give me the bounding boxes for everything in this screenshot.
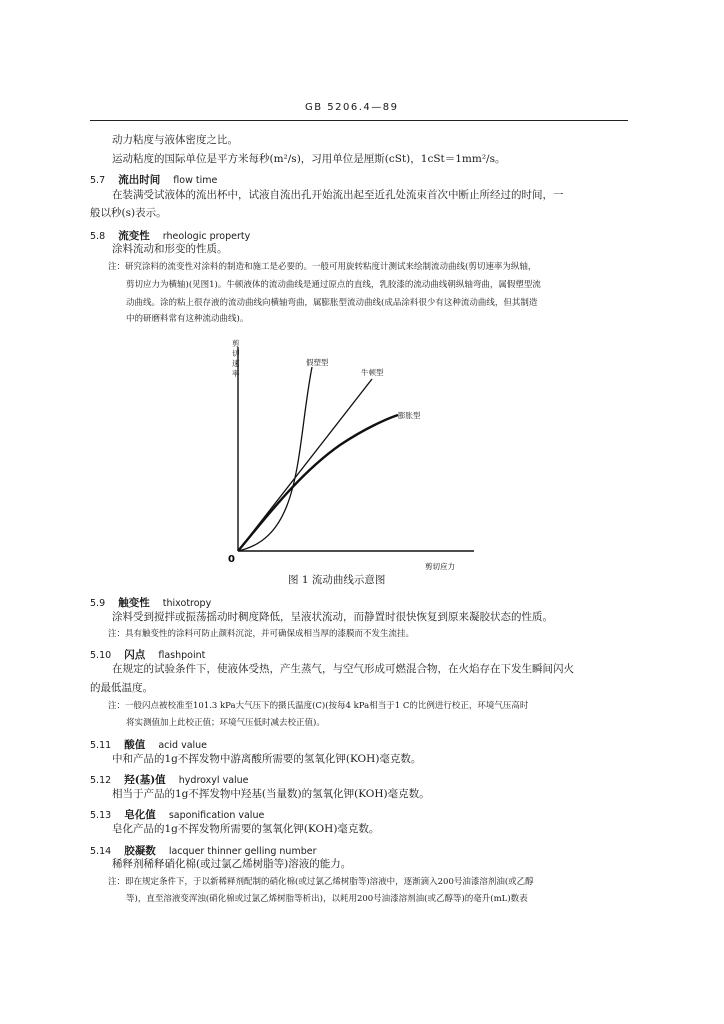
- text-line: 皂化产品的1g不挥发物所需要的氢氧化钾(KOH)毫克数。: [112, 823, 380, 835]
- curve-label-newtonian: 牛顿型: [361, 368, 384, 377]
- text-line: 般以秒(s)表示。: [90, 207, 167, 219]
- section-number: 5.8: [90, 231, 106, 242]
- section-term-en: acid value: [158, 740, 208, 751]
- note-line: 剪切应力为横轴)(见图1)。牛顿液体的流动曲线是通过原点的直线，乳胶漆的流动曲线朝纵轴弯曲，属假塑型流: [126, 280, 541, 290]
- section-number: 5.7: [90, 175, 106, 186]
- y-axis-label-char: 速: [232, 359, 240, 368]
- section-term-en: flashpoint: [158, 650, 206, 661]
- section-term-en: rheologic property: [162, 231, 251, 242]
- text-line: 在规定的试验条件下，使液体受热，产生蒸气，与空气形成可燃混合物，在火焰存在下发生瞬间闪火: [112, 663, 574, 675]
- x-axis-label: 剪切应力: [425, 562, 455, 571]
- y-axis-label-char: 剪: [232, 339, 240, 348]
- note-line: 动曲线。涂的粘上很存液的流动曲线向横轴弯曲，属膨胀型流动曲线(成品涂料很少有这种流动曲线，但其制造: [126, 298, 538, 308]
- header-rule: [90, 120, 628, 121]
- section-term: 流变性: [118, 230, 150, 242]
- section-heading: [90, 803, 264, 822]
- note-line: 等)，直至溶液变浑浊(硝化棉或过氯乙烯树脂等析出)，以耗用200号油漆溶剂油(或乙醇等)的毫升(mL)数表: [126, 894, 528, 904]
- y-axis-label-char: 切: [232, 349, 240, 358]
- note-line: 注：具有触变性的涂料可防止颜料沉淀，并可确保成相当厚的漆膜而不发生流挂。: [108, 629, 415, 639]
- section-term-en: lacquer thinner gelling number: [168, 846, 317, 857]
- flow-curve-figure: [228, 335, 488, 575]
- section-heading: [90, 643, 205, 662]
- text-line: 在装满受试液体的流出杯中，试液自流出孔开始流出起至近孔处流束首次中断止所经过的时间，一: [112, 189, 564, 201]
- pseudoplastic-curve: [238, 367, 312, 551]
- note-line: 注：即在规定条件下，于以新稀释剂配制的硝化棉(或过氯乙烯树脂等)溶液中，逐渐滴入200号油漆溶剂油(或乙醇: [108, 877, 534, 887]
- note-line: 注：一般闪点被校准至101.3 kPa大气压下的摄氏温度(C)(按每4 kPa相当于1 C的比例进行校正，环境气压高时: [108, 701, 529, 711]
- note-line: 注：研究涂料的流变性对涂料的制造和施工是必要的。一般可用旋转粘度计测试来绘制流动曲线(剪切速率为纵轴，: [108, 262, 537, 272]
- section-term: 皂化值: [124, 809, 156, 821]
- section-term: 闪点: [124, 649, 146, 661]
- y-axis-label-char: 率: [232, 369, 240, 378]
- section-term: 流出时间: [118, 174, 161, 186]
- section-term: 胶凝数: [124, 845, 156, 857]
- section-heading: [90, 591, 211, 610]
- text-line: 涂料流动和形变的性质。: [112, 243, 228, 255]
- section-term: 酸值: [124, 739, 146, 751]
- text-line: 动力粘度与液体密度之比。: [112, 134, 238, 146]
- text-line: 的最低温度。: [90, 682, 153, 694]
- section-number: 5.9: [90, 598, 106, 609]
- section-number: 5.14: [90, 846, 112, 857]
- section-heading: [90, 768, 249, 787]
- section-term-en: hydroxyl value: [178, 775, 249, 786]
- section-term-en: thixotropy: [162, 598, 212, 609]
- dilatant-curve: [238, 415, 398, 551]
- text-line: 中和产品的1g不挥发物中游离酸所需要的氢氧化钾(KOH)毫克数。: [112, 753, 422, 765]
- text-line: 稀释剂稀释硝化棉(或过氯乙烯树脂等)溶液的能力。: [112, 858, 352, 870]
- note-line: 中的研磨料常有这种流动曲线)。: [126, 314, 249, 324]
- text-line: 涂料受到搅拌或振荡摇动时稠度降低，呈液状流动，而静置时很快恢复到原来凝胶状态的性质。: [112, 611, 553, 623]
- section-term-en: flow time: [173, 175, 218, 186]
- section-number: 5.10: [90, 650, 112, 661]
- section-term-en: saponification value: [168, 810, 265, 821]
- section-heading: [90, 733, 207, 752]
- section-number: 5.12: [90, 775, 112, 786]
- figure-caption: 图 1 流动曲线示意图: [288, 574, 386, 586]
- curve-label-pseudoplastic: 假塑型: [306, 358, 329, 367]
- page-header: GB 5206.4—89: [305, 102, 399, 113]
- section-number: 5.13: [90, 810, 112, 821]
- text-line: 相当于产品的1g不挥发物中羟基(当量数)的氢氧化钾(KOH)毫克数。: [112, 788, 430, 800]
- section-term: 羟(基)值: [124, 774, 166, 786]
- section-term: 触变性: [118, 597, 150, 609]
- section-number: 5.11: [90, 740, 112, 751]
- note-line: 将实测值加上此校正值；环境气压低时减去校正值)。: [126, 718, 325, 728]
- section-heading: [90, 168, 217, 187]
- origin-label: 0: [228, 554, 235, 565]
- curve-label-dilatant: 膨胀型: [398, 411, 421, 420]
- text-line: 运动粘度的国际单位是平方米每秒(m²/s)，习用单位是厘斯(cSt)，1cSt＝1mm²/s。: [112, 153, 506, 165]
